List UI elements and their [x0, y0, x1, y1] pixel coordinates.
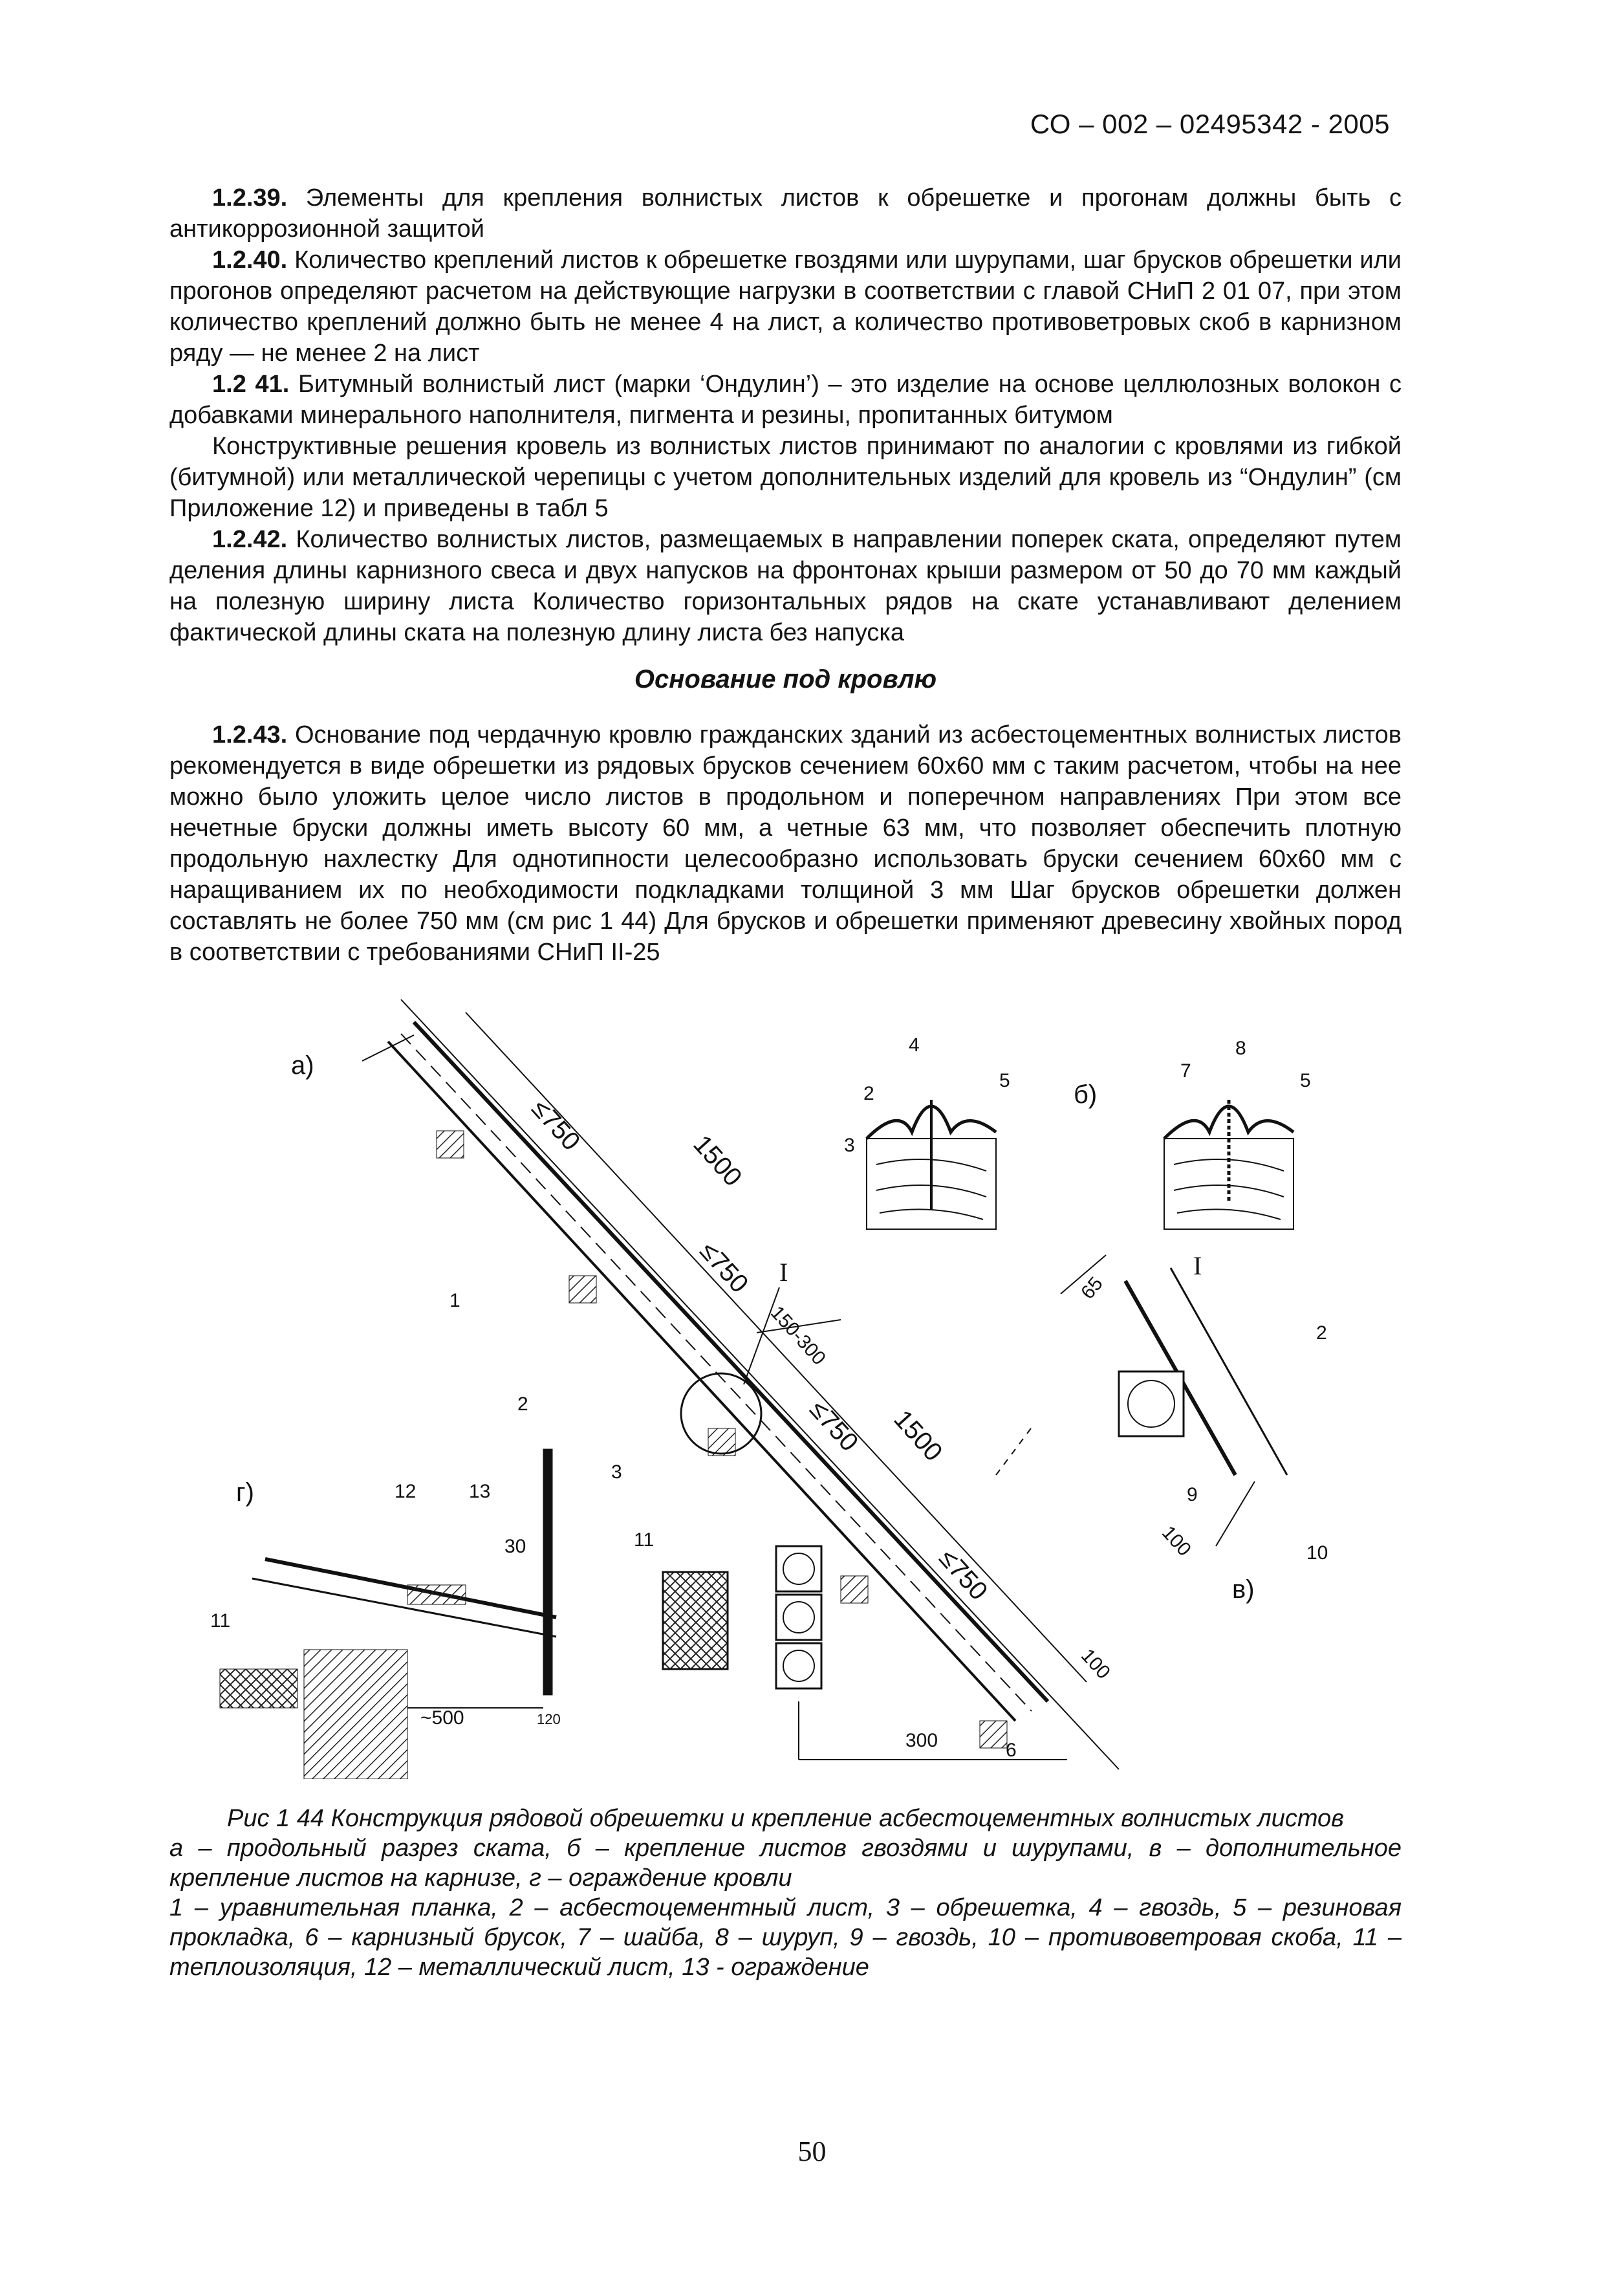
label-n11-a: 11 [634, 1529, 655, 1551]
paragraph-1-2-43 [169, 719, 1402, 968]
label-roman-i-a: I [779, 1258, 788, 1287]
paragraph-number: 1.2.40. [212, 246, 288, 274]
label-n2-v: 2 [1316, 1322, 1327, 1344]
section-a-slope [362, 999, 1119, 1769]
paragraph-1-2-40 [169, 245, 1402, 369]
dim-1500-1: 1500 [687, 1130, 748, 1192]
label-g: г) [236, 1478, 254, 1507]
dim-750-3: ≤750 [804, 1395, 864, 1457]
section-b-fastening [867, 1100, 1294, 1229]
batten-2 [569, 1276, 596, 1303]
paragraph-1-2-39 [169, 182, 1402, 245]
figure-1-44 [194, 996, 1378, 1779]
paragraph-text: Количество креплений листов к обрешетке гвоздями или шурупами, шаг брусков обрешетки или прогонов определяют расчетом на действующие нагрузки в соответствии с главой СНиП 2 01 07, при этом количество креплений должно быть не менее 4 на лист, а количество противоветровых скоб в карнизном ряду — не менее 2 на лист [169, 246, 1402, 367]
batten-4 [841, 1576, 868, 1603]
paragraph-1-2-42 [169, 524, 1402, 648]
document-code: СО – 002 – 02495342 - 2005 [1030, 109, 1390, 139]
dim-100-v: 100 [1157, 1522, 1195, 1560]
paragraph-constructive [169, 431, 1402, 524]
label-n5-b1: 5 [999, 1070, 1010, 1091]
label-n3-b: 3 [844, 1135, 855, 1156]
dim-500: ~500 [420, 1707, 464, 1729]
label-n12: 12 [395, 1481, 417, 1502]
body-text-top [169, 182, 1402, 648]
label-n1: 1 [449, 1290, 460, 1311]
caption-title: Рис 1 44 Конструкция рядовой обрешетки и крепление асбестоцементных волнистых листов [226, 1805, 1345, 1832]
dim-65: 65 [1077, 1273, 1107, 1304]
dim-30: 30 [504, 1536, 526, 1557]
label-n9: 9 [1187, 1484, 1198, 1505]
dim-750-2: ≤750 [694, 1236, 754, 1298]
paragraph-text: Элементы для крепления волнистых листов к обрешетке и прогонам должны быть с антикоррозионной защитой [169, 184, 1402, 243]
paragraph-text: Основание под чердачную кровлю гражданских зданий из асбестоцементных волнистых листов рекомендуется в виде обрешетки из рядовых брусков сечением 60х60 мм с таким расчетом, чтобы на нее можно было уложить целое число листов в продольном и поперечном направлениях При этом все нечетные бруски должны иметь высоту 60 мм, а четные 63 мм, что позволяет обеспечить плотную продольную нахлестку Для однотипности целесообразно использовать бруски сечением 60х60 мм с наращиванием их по необходимости подкладками толщиной 3 мм Шаг брусков обрешетки должен составлять не более 750 мм (см рис 1 44) Для брусков и обрешетки применяют древесину хвойных пород в соответствии с требованиями СНиП II-25 [169, 721, 1402, 966]
label-n5-b2: 5 [1300, 1070, 1311, 1091]
dim-300: 300 [905, 1730, 938, 1751]
paragraph-text: Количество волнистых листов, размещаемых в направлении поперек ската, определяют путем деления длины карнизного свеса и двух напусков на фронтонах крыши размером от 50 до 70 мм каждый на полезную ширину листа Количество горизонтальных рядов на скате устанавливают делением фактической длины ската на полезную длину листа без напуска [169, 526, 1402, 646]
body-text-bottom [169, 719, 1402, 968]
label-n2-b: 2 [863, 1083, 874, 1104]
caption-legend: 1 – уравнительная планка, 2 – асбестоцементный лист, 3 – обрешетка, 4 – гвоздь, 5 – резиновая прокладка, 6 – карнизный брусок, 7 – шайба, 8 – шуруп, 9 – гвоздь, 10 – противоветровая скоба, 11 – теплоизоляция, 12 – металлический лист, 13 - ограждение [169, 1894, 1402, 1981]
sheet-line-top [414, 1022, 1048, 1701]
railing-post [543, 1449, 552, 1695]
dim-750-1: ≤750 [526, 1094, 586, 1156]
paragraph-number: 1.2.39. [212, 184, 288, 212]
paragraph-number: 1.2.43. [212, 721, 288, 748]
section-v-eaves [996, 1255, 1287, 1546]
label-a: а) [291, 1051, 314, 1080]
paragraph-number: 1.2.42. [212, 526, 288, 553]
label-n6: 6 [1006, 1740, 1017, 1761]
section-g-railing [220, 1449, 556, 1779]
dim-120: 120 [537, 1711, 561, 1727]
section-title: Основание под кровлю [634, 665, 937, 694]
label-v: в) [1232, 1575, 1255, 1604]
label-n10: 10 [1306, 1542, 1328, 1564]
label-n11-g: 11 [210, 1610, 231, 1632]
figure-caption [169, 1804, 1402, 1982]
dim-100-a: 100 [1076, 1644, 1114, 1683]
dim-1500-2: 1500 [888, 1404, 948, 1467]
label-n8: 8 [1235, 1038, 1246, 1059]
dim-line-outer [401, 999, 1119, 1769]
caption-parts: а – продольный разрез ската, б – крепление листов гвоздями и шурупами, в – дополнительное крепление листов на карнизе, г – ограждение кровли [169, 1835, 1402, 1892]
label-n2: 2 [517, 1393, 528, 1415]
eaves-batten [980, 1721, 1007, 1748]
label-n7: 7 [1180, 1060, 1191, 1082]
page-number: 50 [797, 2135, 827, 2167]
label-n4: 4 [909, 1034, 920, 1056]
paragraph-number: 1.2 41. [212, 371, 290, 398]
label-roman-i-v: I [1193, 1251, 1202, 1280]
label-b: б) [1074, 1080, 1098, 1109]
batten-1 [437, 1131, 464, 1158]
paragraph-text: Битумный волнистый лист (марки ‘Ондулин’) – это изделие на основе целлюлозных волокон с добавками минерального наполнителя, пигмента и резины, пропитанных битумом [169, 371, 1402, 429]
label-n13: 13 [469, 1481, 491, 1502]
paragraph-1-2-41 [169, 369, 1402, 431]
label-n3: 3 [611, 1461, 622, 1483]
dim-750-4: ≤750 [933, 1544, 993, 1606]
dim-150-300: 150-300 [766, 1302, 830, 1370]
paragraph-text: Конструктивные решения кровель из волнистых листов принимают по аналогии с кровлями из гибкой (битумной) или металлической черепицы с учетом дополнительных изделий для кровель из “Ондулин” (см Приложение 12) и приведены в табл 5 [169, 433, 1402, 522]
figure-drawing [194, 996, 1378, 1779]
